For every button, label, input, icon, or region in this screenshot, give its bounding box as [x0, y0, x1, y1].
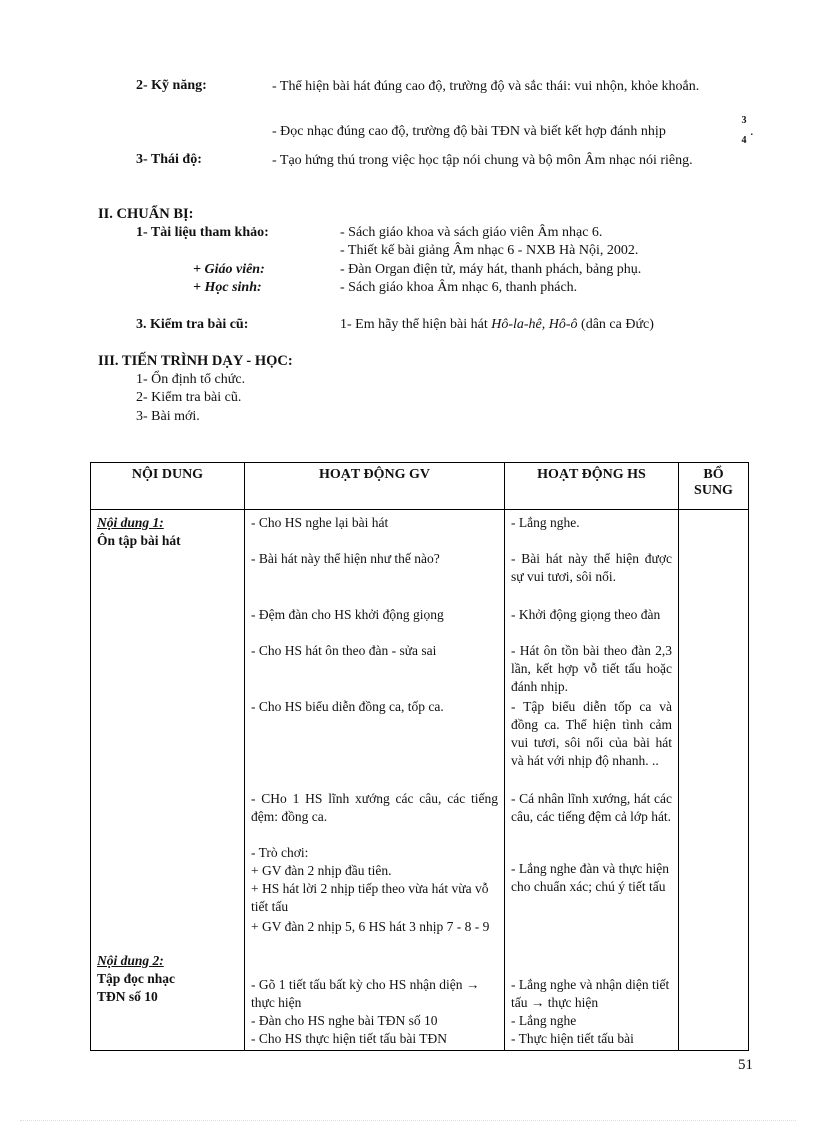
skills-label: 2- Kỹ năng:	[136, 78, 207, 93]
time-signature-top: 3	[741, 115, 747, 126]
time-signature-bottom: 4	[741, 135, 747, 146]
hs-item: - Bài hát này thể hiện được sự vui tươi, sôi nổi.	[511, 551, 672, 584]
hs-item: - Lắng nghe	[511, 1013, 577, 1028]
table-row	[91, 510, 749, 1051]
attitude-text: - Tạo hứng thú trong việc học tập nói chung và bộ môn Âm nhạc nói riêng.	[272, 153, 693, 168]
check-text-pre: 1- Em hãy thể hiện bài hát	[340, 317, 492, 332]
hs-item: - Hát ôn tồn bài theo đàn 2,3 lần, kết hợp vỗ tiết tấu hoặc đánh nhịp.	[511, 643, 672, 694]
gv-item: + GV đàn 2 nhịp đầu tiên.	[251, 863, 392, 878]
skills-line2-end: .	[750, 124, 754, 139]
skills-line2-text: - Đọc nhạc đúng cao độ, trường độ bài TĐN và biết kết hợp đánh nhịp	[272, 124, 666, 139]
gv-item: - Cho HS hát ôn theo đàn - sửa sai	[251, 643, 437, 658]
check-song-title: Hô-la-hê, Hô-ô	[491, 317, 578, 332]
gv-item: - Trò chơi:	[251, 845, 309, 860]
content-2-subtitle-2: TĐN số 10	[97, 989, 158, 1004]
header-teacher-activity: HOẠT ĐỘNG GV	[245, 463, 505, 510]
gv-item: - Đệm đàn cho HS khởi động giọng	[251, 607, 444, 622]
footer-divider	[20, 1120, 796, 1121]
content-2-subtitle-1: Tập đọc nhạc	[97, 971, 176, 986]
table-header-row	[91, 463, 749, 510]
notes-cell	[679, 510, 749, 1051]
hs-item: - Tập biểu diễn tốp ca và đồng ca. Thể hiện tình cảm vui tươi, sôi nổi của bài hát và hát với nhịp độ nhanh. ..	[511, 699, 672, 768]
ref-label: 1- Tài liệu tham khảo:	[136, 225, 269, 240]
ref-item-1: - Sách giáo khoa và sách giáo viên Âm nhạc 6.	[340, 225, 603, 240]
hs-item: - Thực hiện tiết tấu bài	[511, 1031, 634, 1046]
header-content: NỘI DUNG	[91, 463, 245, 510]
process-step-2: 2- Kiểm tra bài cũ.	[136, 390, 242, 405]
hs-item: - Lắng nghe và nhận diện tiết tấu → thực hiện	[511, 977, 670, 1010]
gv-item: - Bài hát này thể hiện như thế nào?	[251, 551, 440, 566]
page-number: 51	[738, 1057, 753, 1073]
hs-item: - Khởi động giọng theo đàn	[511, 607, 661, 622]
hs-item: - Lắng nghe đàn và thực hiện cho chuẩn xác; chú ý tiết tấu	[511, 861, 670, 894]
teacher-text: - Đàn Organ điện tử, máy hát, thanh phách, bảng phụ.	[340, 262, 642, 277]
teacher-activity-cell	[245, 510, 505, 1051]
gv-item: - Gõ 1 tiết tấu bất kỳ cho HS nhận diện → thực hiện	[251, 977, 480, 1010]
teacher-label: + Giáo viên:	[193, 262, 265, 277]
content-cell	[91, 510, 245, 1051]
check-label: 3. Kiểm tra bài cũ:	[136, 317, 249, 332]
gv-item: - Cho HS nghe lại bài hát	[251, 515, 389, 530]
check-text	[340, 317, 654, 333]
hs-item: - Lắng nghe.	[511, 515, 580, 530]
gv-item: + HS hát lời 2 nhịp tiếp theo vừa hát vừa vỗ tiết tấu	[251, 881, 489, 914]
check-text-post: (dân ca Đức)	[577, 317, 654, 332]
lesson-table	[90, 462, 749, 1051]
ref-item-2: - Thiết kế bài giảng Âm nhạc 6 - NXB Hà Nội, 2002.	[340, 243, 639, 258]
content-2-title: Nội dung 2:	[97, 953, 164, 968]
student-text: - Sách giáo khoa Âm nhạc 6, thanh phách.	[340, 280, 578, 295]
process-step-1: 1- Ổn định tổ chức.	[136, 372, 246, 387]
header-notes: BỔ SUNG	[679, 463, 749, 510]
gv-item: + GV đàn 2 nhịp 5, 6 HS hát 3 nhịp 7 - 8 - 9	[251, 919, 490, 934]
gv-item: - Cho HS biểu diễn đồng ca, tốp ca.	[251, 699, 444, 714]
process-heading: III. TIẾN TRÌNH DẠY - HỌC:	[98, 353, 293, 369]
header-student-activity: HOẠT ĐỘNG HS	[505, 463, 679, 510]
content-1-title: Nội dung 1:	[97, 515, 164, 530]
attitude-label: 3- Thái độ:	[136, 152, 202, 167]
skills-line2	[272, 124, 666, 140]
gv-item: - Đàn cho HS nghe bài TĐN số 10	[251, 1013, 438, 1028]
skills-line1: - Thể hiện bài hát đúng cao độ, trường độ và sắc thái: vui nhộn, khỏe khoắn.	[272, 79, 700, 94]
content-1-subtitle: Ôn tập bài hát	[97, 533, 181, 548]
gv-item: - CHo 1 HS lĩnh xướng các câu, các tiếng đệm: đồng ca.	[251, 791, 498, 824]
hs-item: - Cá nhân lĩnh xướng, hát các câu, các tiếng đệm cả lớp hát.	[511, 791, 672, 824]
prep-heading: II. CHUẨN BỊ:	[98, 206, 194, 222]
gv-item: - Cho HS thực hiện tiết tấu bài TĐN	[251, 1031, 448, 1046]
process-step-3: 3- Bài mới.	[136, 409, 200, 424]
student-label: + Học sinh:	[193, 280, 262, 295]
student-activity-cell	[505, 510, 679, 1051]
